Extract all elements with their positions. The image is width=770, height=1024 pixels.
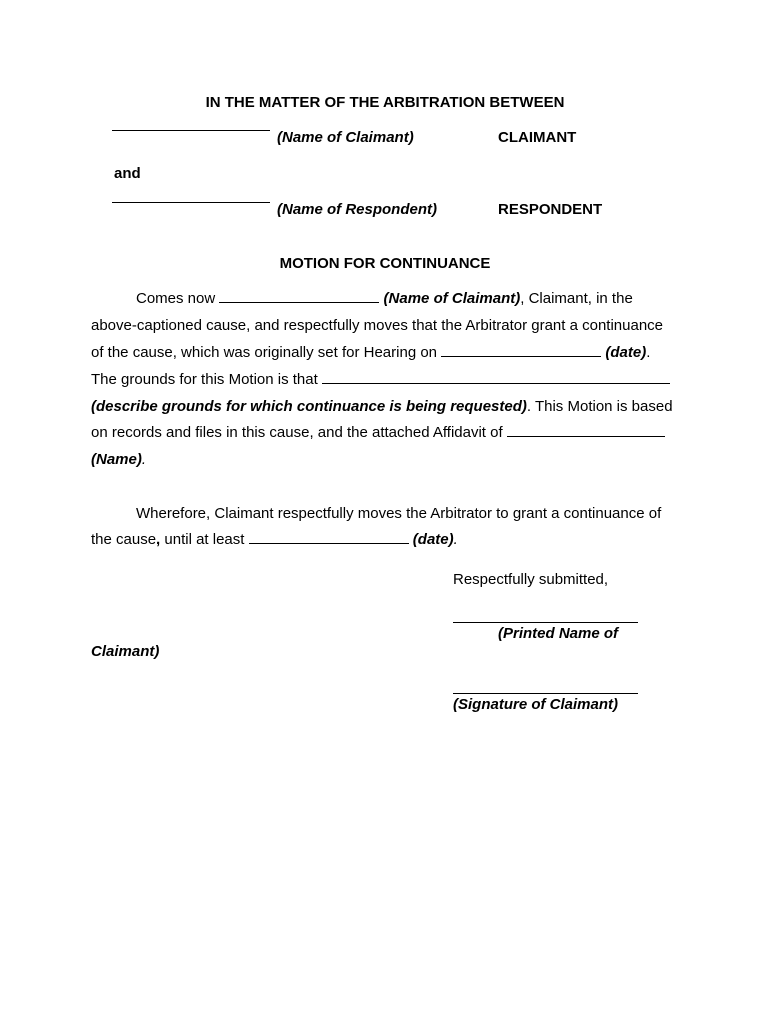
grounds-placeholder: (describe grounds for which continuance is being requested) — [91, 398, 527, 415]
hearing-date-placeholder: (date) — [605, 344, 647, 361]
text: until at least — [160, 531, 245, 548]
respondent-name-blank — [112, 202, 270, 203]
continuance-date-blank — [249, 531, 409, 544]
printed-name-blank — [453, 622, 638, 623]
text: The grounds for this Motion is that — [91, 371, 318, 388]
continuance-date-placeholder: (date) — [412, 531, 454, 548]
claimant-role: CLAIMANT — [498, 129, 577, 146]
respondent-name-placeholder: (Name of Respondent) — [277, 201, 438, 218]
text: of the cause, which was originally set for Hearing on — [91, 344, 438, 361]
caption-title: IN THE MATTER OF THE ARBITRATION BETWEEN — [205, 94, 565, 111]
claimant-name-placeholder-2: (Name of Claimant) — [383, 290, 521, 307]
paragraph-2-line-1: Wherefore, Claimant respectfully moves the Arbitrator to grant a continuance of — [136, 505, 662, 522]
paragraph-1-line-4 — [91, 371, 670, 389]
affidavit-name-blank — [507, 424, 665, 437]
printed-name-label: (Printed Name of — [498, 625, 619, 642]
claimant-name-blank-2 — [219, 290, 379, 303]
paragraph-1-line-3 — [91, 344, 650, 362]
printed-name-label-continued: Claimant) — [91, 643, 160, 660]
text: . This Motion is based — [526, 398, 673, 415]
text: the cause — [91, 531, 157, 548]
text: , Claimant, in the — [520, 290, 633, 307]
signature-blank — [453, 693, 638, 694]
caption-and: and — [114, 165, 141, 182]
text: . — [141, 451, 147, 468]
text: . — [453, 531, 458, 548]
paragraph-1-line-7 — [91, 451, 146, 469]
hearing-date-blank — [441, 344, 601, 357]
affidavit-name-placeholder: (Name) — [91, 451, 142, 468]
text: on records and files in this cause, and the attached Affidavit of — [91, 424, 503, 441]
paragraph-1-line-5 — [91, 398, 673, 416]
claimant-name-blank — [112, 130, 270, 131]
claimant-name-placeholder: (Name of Claimant) — [277, 129, 414, 146]
paragraph-1-line-1 — [136, 290, 633, 308]
paragraph-2-line-2 — [91, 531, 458, 549]
text: , — [156, 531, 161, 548]
text: Comes now — [136, 290, 216, 307]
paragraph-1-line-6 — [91, 424, 665, 442]
signature-label: (Signature of Claimant) — [453, 696, 619, 713]
text: . — [646, 344, 651, 361]
paragraph-1-line-2: above-captioned cause, and respectfully moves that the Arbitrator grant a continuance — [91, 317, 664, 334]
motion-heading: MOTION FOR CONTINUANCE — [279, 255, 491, 272]
respondent-role: RESPONDENT — [498, 201, 603, 218]
grounds-blank — [322, 371, 670, 384]
respectfully-submitted: Respectfully submitted, — [453, 571, 609, 588]
